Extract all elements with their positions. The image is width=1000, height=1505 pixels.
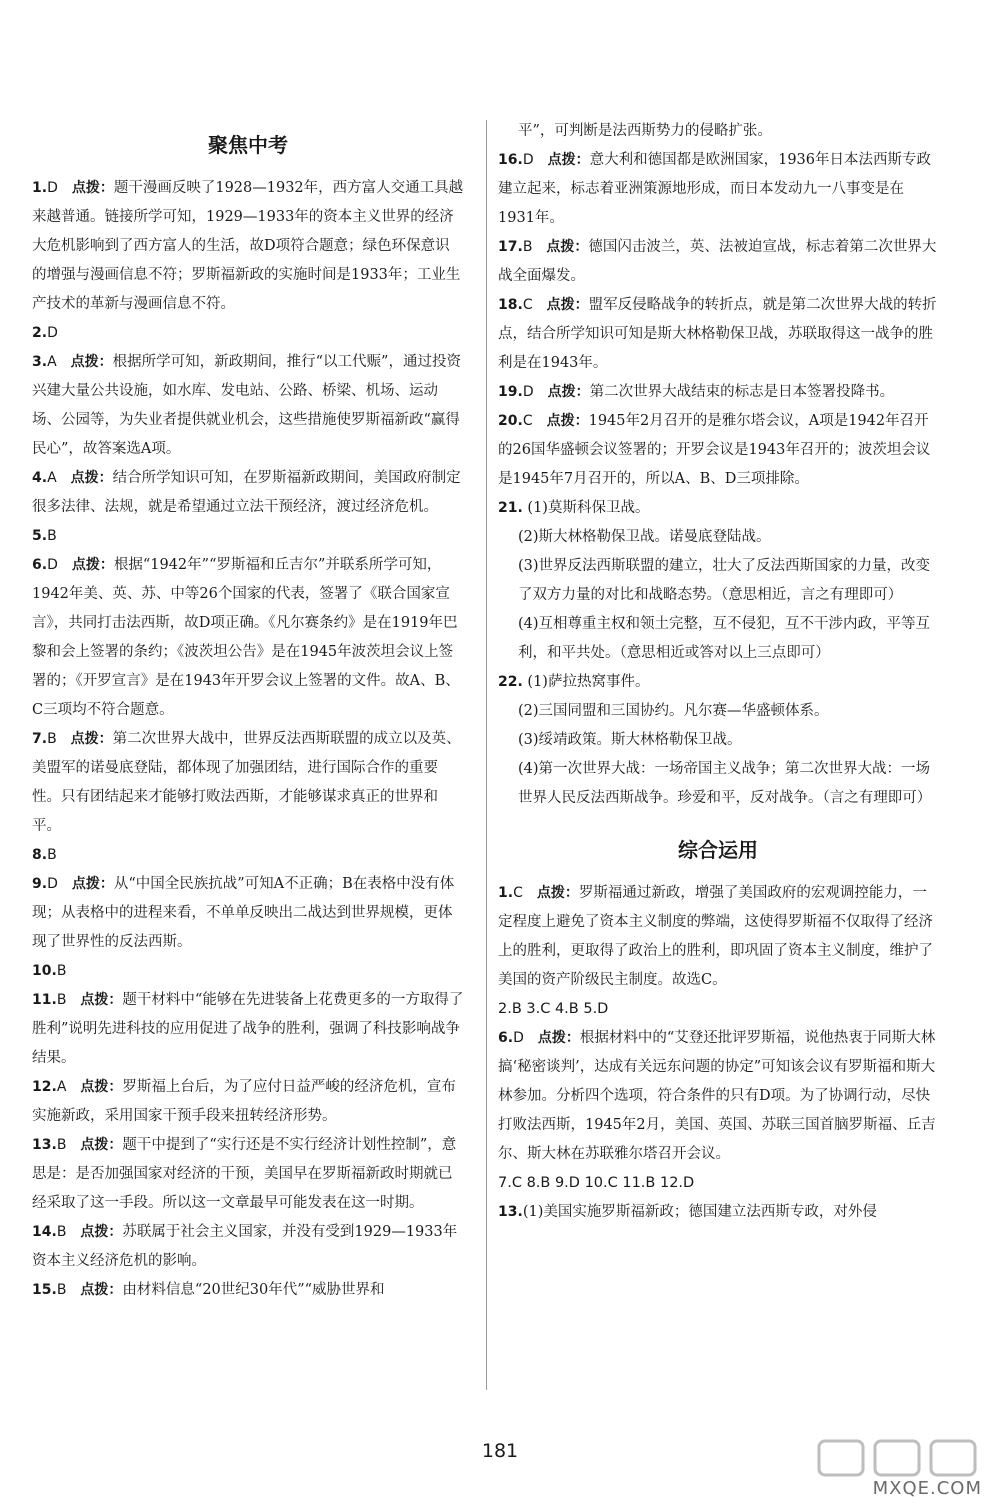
answer-item: 1.C 点拨：罗斯福通过新政，增强了美国政府的宏观调控能力，一定程度上避免了资本主义制度的弊端，这使得罗斯福不仅取得了经济上的胜利，更取得了政治上的胜利，即巩固了资本主义制度，维护了美国的资产阶级民主制度。故选C。 <box>498 885 933 988</box>
hint-label: 点拨： <box>546 413 589 429</box>
answer-item: 16.D 点拨：意大利和德国都是欧洲国家，1936年日本法西斯专政建立起来，标志着亚洲策源地形成，而日本发动九一八事变是在1931年。 <box>498 152 931 226</box>
sub-answer: (2)三国同盟和三国协约。凡尔赛—华盛顿体系。 <box>518 703 829 719</box>
hint-label: 点拨： <box>71 180 114 196</box>
hint-label: 点拨： <box>71 557 114 573</box>
hint-label: 点拨： <box>70 470 113 486</box>
hint-label: 点拨： <box>546 297 589 313</box>
hint-label: 点拨： <box>547 384 590 400</box>
sub-answer: (2)斯大林格勒保卫战。诺曼底登陆战。 <box>518 529 771 545</box>
question-21: 21. (1)莫斯科保卫战。 <box>498 500 650 516</box>
answer-item: 12.A 点拨：罗斯福上台后，为了应付日益严峻的经济危机，宣布实施新政，采用国家干预手段来扭转经济形势。 <box>32 1079 456 1124</box>
page-number: 181 <box>481 1440 519 1462</box>
sub-answer: (3)世界反法西斯联盟的建立，壮大了反法西斯国家的力量，改变了双方力量的对比和战略态势。（意思相近，言之有理即可） <box>518 558 931 603</box>
answer-item: 19.D 点拨：第二次世界大战结束的标志是日本签署投降书。 <box>498 384 895 400</box>
section-title-juejiao: 聚焦中考 <box>208 133 288 157</box>
zonghe-item-6 <box>498 1024 938 1169</box>
answer-item: 14.B 点拨：苏联属于社会主义国家，并没有受到1929—1933年资本主义经济危机的影响。 <box>32 1224 458 1269</box>
sub-answer: (4)第一次世界大战：一场帝国主义战争；第二次世界大战：一场世界人民反法西斯战争。珍爱和平，反对战争。（言之有理即可） <box>518 761 932 806</box>
hint-label: 点拨： <box>80 1137 123 1153</box>
hint-label: 点拨： <box>80 1282 123 1298</box>
hint-label: 点拨： <box>80 992 123 1008</box>
answer-item: 8.B <box>32 847 57 863</box>
hint-label: 点拨： <box>547 152 590 168</box>
left-column <box>32 118 464 1305</box>
hint-label: 点拨： <box>80 1079 123 1095</box>
answer-item: 6.D 点拨：根据材料中的“艾登还批评罗斯福，说他热衷于同斯大林搞‘秘密谈判’，达成有关远东问题的协定”可知该会议有罗斯福和斯大林参加。分析四个选项，符合条件的只有D项。为了协调行动，尽快打败法西斯，1945年2月，美国、英国、苏联三国首脑罗斯福、丘吉尔、斯大林在苏联雅尔塔召开会议。 <box>498 1030 936 1162</box>
hint-label: 点拨： <box>536 885 579 901</box>
question-22: 22. (1)萨拉热窝事件。 <box>498 674 650 690</box>
hint-label: 点拨： <box>80 1224 123 1240</box>
answer-item: 20.C 点拨：1945年2月召开的是雅尔塔会议，A项是1942年召开的26国华盛顿会议签署的；开罗会议是1943年召开的；波茨坦会议是1945年7月召开的，所以A、B、D三项排除。 <box>498 413 931 487</box>
sub-answer: (4)互相尊重主权和领土完整，互不侵犯，互不干涉内政，平等互利，和平共处。（意思相近或答对以上三点即可） <box>518 616 931 661</box>
left-answer-list <box>32 174 464 1305</box>
answer-item: 4.A 点拨：结合所学知识可知，在罗斯福新政期间，美国政府制定很多法律、法规，就是希望通过立法干预经济，渡过经济危机。 <box>32 470 461 515</box>
answer-item: 3.A 点拨：根据所学可知，新政期间，推行“以工代赈”，通过投资兴建大量公共设施，如水库、发电站、公路、桥梁、机场、运动场、公园等，为失业者提供就业机会，这些措施使罗斯福新政“赢得民心”，故答案选A项。 <box>32 354 461 457</box>
hint-label: 点拨： <box>70 354 113 370</box>
answer-item: 2.D <box>32 325 58 341</box>
column-divider <box>486 120 487 1390</box>
sub-answer: (3)绥靖政策。斯大林格勒保卫战。 <box>518 732 742 748</box>
hint-label: 点拨： <box>70 731 113 747</box>
answer-item: 6.D 点拨：根据“1942年”“罗斯福和丘吉尔”并联系所学可知，1942年美、英、苏、中等26个国家的代表，签署了《联合国家宣言》，共同打击法西斯，故D项正确。《凡尔赛条约》是在1919年巴黎和会上签署的条约；《波茨坦公告》是在1945年波茨坦会议上签署的；《开罗宣言》是在1943年开罗会议上签署的文件。故A、B、C三项均不符合题意。 <box>32 557 460 718</box>
answer-item: 17.B 点拨：德国闪击波兰，英、法被迫宣战，标志着第二次世界大战全面爆发。 <box>498 239 937 284</box>
hint-label: 点拨： <box>546 239 589 255</box>
right-column <box>498 117 938 1227</box>
right-answer-list <box>498 146 938 494</box>
answer-item: 9.D 点拨：从“中国全民族抗战”可知A不正确；B在表格中没有体现；从表格中的进程来看，不单单反映出二战达到世界规模，更体现了世界性的反法西斯。 <box>32 876 455 950</box>
zonghe-item-13: 13.(1)美国实施罗斯福新政；德国建立法西斯专政，对外侵 <box>498 1204 877 1220</box>
answer-item: 1.D 点拨：题干漫画反映了1928—1932年，西方富人交通工具越来越普通。链接所学可知，1929—1933年的资本主义世界的经济大危机影响到了西方富人的生活，故D项符合题意；绿色环保意识的增强与漫画信息不符；罗斯福新政的实施时间是1933年；工业生产技术的革新与漫画信息不符。 <box>32 180 464 312</box>
continuation-text: 平”，可判断是法西斯势力的侵略扩张。 <box>518 123 772 139</box>
watermark-text: MXQE.COM <box>872 1478 982 1499</box>
answer-item: 10.B <box>32 963 67 979</box>
zonghe-answer-list <box>498 879 938 995</box>
answer-item: 7.B 点拨：第二次世界大战中，世界反法西斯联盟的成立以及英、美盟军的诺曼底登陆，都体现了加强团结，进行国际合作的重要性。只有团结起来才能够打败法西斯，才能够谋求真正的世界和平。 <box>32 731 461 834</box>
answers-line-1: 2.B 3.C 4.B 5.D <box>498 1001 609 1017</box>
answer-item: 13.B 点拨：题干中提到了“实行还是不实行经济计划性控制”，意思是：是否加强国家对经济的干预，美国早在罗斯福新政时期就已经采取了这一手段。所以这一文章最早可能发表在这一时期。 <box>32 1137 457 1211</box>
answer-item: 18.C 点拨：盟军反侵略战争的转折点，就是第二次世界大战的转折点，结合所学知识可知是斯大林格勒保卫战，苏联取得这一战争的胜利是在1943年。 <box>498 297 937 371</box>
answer-item: 11.B 点拨：题干材料中“能够在先进装备上花费更多的一方取得了胜利”说明先进科技的应用促进了战争的胜利，强调了科技影响战争结果。 <box>32 992 464 1066</box>
section-title-zonghe: 综合运用 <box>678 838 758 862</box>
answers-line-2: 7.C 8.B 9.D 10.C 11.B 12.D <box>498 1175 695 1191</box>
answer-item: 5.B <box>32 528 57 544</box>
hint-label: 点拨： <box>71 876 114 892</box>
hint-label: 点拨： <box>537 1030 580 1046</box>
question-22-subs <box>498 697 938 813</box>
answer-item: 15.B 点拨：由材料信息“20世纪30年代”“威胁世界和 <box>32 1282 385 1298</box>
question-21-subs <box>498 523 938 668</box>
